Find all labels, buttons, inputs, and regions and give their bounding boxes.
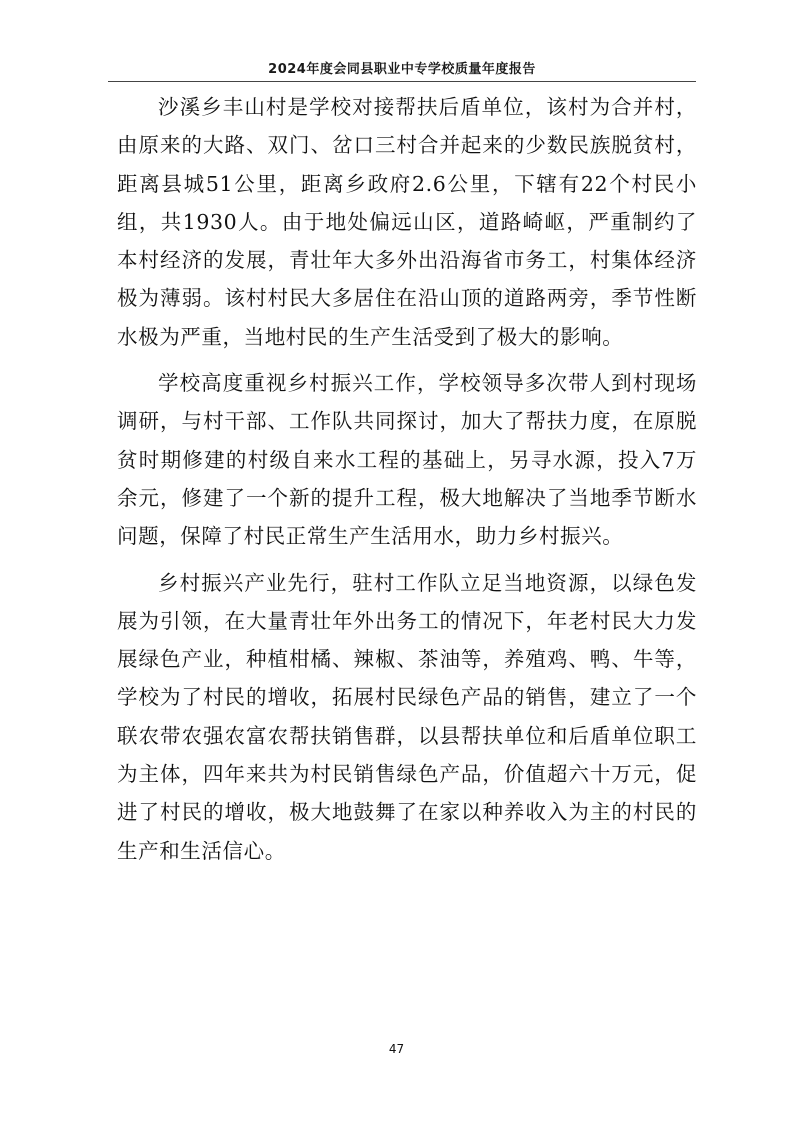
page-number: 47	[388, 1042, 405, 1056]
paragraph-3: 乡村振兴产业先行，驻村工作队立足当地资源，以绿色发展为引领，在大量青壮年外出务工的情况下，年老村民大力发展绿色产业，种植柑橘、辣椒、茶油等，养殖鸡、鸭、牛等，学校为了村民的增收，拓展村民绿色产品的销售，建立了一个联农带农强农富农帮扶销售群，以县帮扶单位和后盾单位职工为主体，四年来共为村民销售绿色产品，价值超六十万元，促进了村民的增收，极大地鼓舞了在家以种养收入为主的村民的生产和生活信心。	[117, 570, 697, 863]
body-text	[117, 88, 697, 878]
header-divider	[108, 81, 696, 82]
paragraph-2: 学校高度重视乡村振兴工作，学校领导多次带人到村现场调研，与村干部、工作队共同探讨，加大了帮扶力度，在原脱贫时期修建的村级自来水工程的基础上，另寻水源，投入7万余元，修建了一个新的提升工程，极大地解决了当地季节断水问题，保障了村民正常生产生活用水，助力乡村振兴。	[117, 371, 697, 549]
page-header-title: 2024年度会同县职业中专学校质量年度报告	[268, 62, 536, 77]
paragraph-1: 沙溪乡丰山村是学校对接帮扶后盾单位，该村为合并村，由原来的大路、双门、岔口三村合并起来的少数民族脱贫村，距离县城51公里，距离乡政府2.6公里，下辖有22个村民小组，共1930人。由于地处偏远山区，道路崎岖，严重制约了本村经济的发展，青壮年大多外出沿海省市务工，村集体经济极为薄弱。该村村民大多居住在沿山顶的道路两旁，季节性断水极为严重，当地村民的生产生活受到了极大的影响。	[117, 95, 697, 349]
